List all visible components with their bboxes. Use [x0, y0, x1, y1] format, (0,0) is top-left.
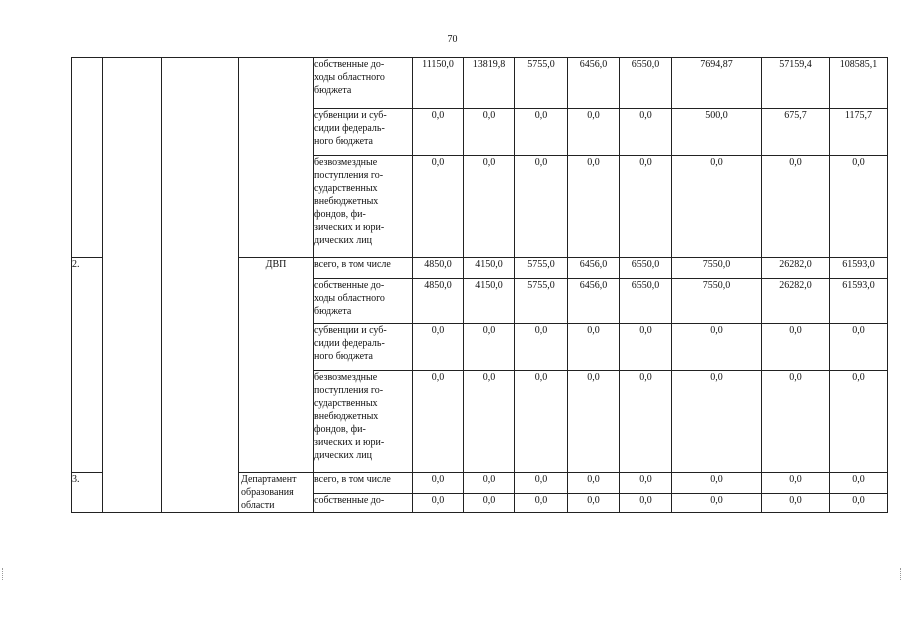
budget-table	[71, 57, 888, 513]
category-cell: всего, в том числе	[314, 473, 413, 494]
value-cell: 0,0	[568, 494, 620, 513]
category-cell: собственные до- ходы областного бюджета	[314, 279, 413, 324]
value-cell: 7550,0	[672, 258, 762, 279]
value-cell: 0,0	[672, 324, 762, 371]
value-cell: 0,0	[464, 473, 515, 494]
value-cell: 0,0	[568, 473, 620, 494]
value-cell: 5755,0	[515, 58, 568, 109]
value-cell: 0,0	[413, 109, 464, 156]
value-cell: 0,0	[515, 494, 568, 513]
value-cell: 0,0	[464, 324, 515, 371]
value-cell: 0,0	[672, 156, 762, 258]
value-cell: 6550,0	[620, 279, 672, 324]
value-cell: 0,0	[515, 109, 568, 156]
value-cell: 675,7	[762, 109, 830, 156]
value-cell: 0,0	[515, 371, 568, 473]
value-cell: 0,0	[464, 156, 515, 258]
value-cell: 0,0	[830, 494, 888, 513]
value-cell: 13819,8	[464, 58, 515, 109]
value-cell: 0,0	[568, 156, 620, 258]
value-cell: 6456,0	[568, 279, 620, 324]
value-cell: 61593,0	[830, 279, 888, 324]
value-cell: 0,0	[413, 371, 464, 473]
value-cell: 0,0	[413, 324, 464, 371]
value-cell: 61593,0	[830, 258, 888, 279]
category-cell: собственные до- ходы областного бюджета	[314, 58, 413, 109]
executor-cell	[239, 58, 314, 258]
table-row	[72, 58, 888, 109]
value-cell: 0,0	[568, 324, 620, 371]
index-cell: 3.	[72, 473, 103, 513]
value-cell: 0,0	[620, 494, 672, 513]
value-cell: 0,0	[830, 324, 888, 371]
value-cell: 1175,7	[830, 109, 888, 156]
value-cell: 7694,87	[672, 58, 762, 109]
value-cell: 0,0	[762, 324, 830, 371]
index-cell	[72, 58, 103, 258]
value-cell: 0,0	[413, 473, 464, 494]
value-cell: 0,0	[762, 371, 830, 473]
value-cell: 5755,0	[515, 258, 568, 279]
value-cell: 108585,1	[830, 58, 888, 109]
value-cell: 5755,0	[515, 279, 568, 324]
value-cell: 0,0	[568, 109, 620, 156]
value-cell: 4150,0	[464, 258, 515, 279]
value-cell: 6550,0	[620, 58, 672, 109]
value-cell: 0,0	[620, 473, 672, 494]
value-cell: 0,0	[568, 371, 620, 473]
value-cell: 0,0	[515, 473, 568, 494]
page-number: 70	[447, 34, 458, 45]
value-cell: 4850,0	[413, 279, 464, 324]
value-cell: 7550,0	[672, 279, 762, 324]
value-cell: 0,0	[464, 494, 515, 513]
value-cell: 0,0	[672, 473, 762, 494]
category-cell: всего, в том числе	[314, 258, 413, 279]
value-cell: 0,0	[620, 371, 672, 473]
value-cell: 0,0	[672, 494, 762, 513]
value-cell: 26282,0	[762, 279, 830, 324]
value-cell: 0,0	[515, 324, 568, 371]
index-cell: 2.	[72, 258, 103, 473]
value-cell: 0,0	[830, 156, 888, 258]
value-cell: 0,0	[762, 494, 830, 513]
value-cell: 26282,0	[762, 258, 830, 279]
value-cell: 57159,4	[762, 58, 830, 109]
value-cell: 4150,0	[464, 279, 515, 324]
value-cell: 0,0	[620, 324, 672, 371]
value-cell: 0,0	[672, 371, 762, 473]
value-cell: 0,0	[830, 473, 888, 494]
value-cell: 0,0	[620, 109, 672, 156]
value-cell: 0,0	[762, 156, 830, 258]
value-cell: 11150,0	[413, 58, 464, 109]
margin-mark-right	[900, 568, 904, 580]
category-cell: безвозмездные поступления го- сударственных внебюджетных фондов, фи- зических и юри- дических лиц	[314, 371, 413, 473]
value-cell: 0,0	[464, 109, 515, 156]
value-cell: 0,0	[464, 371, 515, 473]
executor-cell: ДВП	[239, 258, 314, 473]
value-cell: 0,0	[413, 156, 464, 258]
category-cell: собственные до-	[314, 494, 413, 513]
margin-mark-left	[2, 568, 6, 580]
value-cell: 4850,0	[413, 258, 464, 279]
value-cell: 6550,0	[620, 258, 672, 279]
value-cell: 0,0	[620, 156, 672, 258]
category-cell: субвенции и суб- сидии федераль- ного бюджета	[314, 109, 413, 156]
executor-cell: Департамент образования области	[239, 473, 314, 513]
value-cell: 0,0	[413, 494, 464, 513]
value-cell: 0,0	[762, 473, 830, 494]
value-cell: 0,0	[830, 371, 888, 473]
category-cell: субвенции и суб- сидии федераль- ного бюджета	[314, 324, 413, 371]
value-cell: 500,0	[672, 109, 762, 156]
period-cell	[162, 58, 239, 513]
value-cell: 0,0	[515, 156, 568, 258]
category-cell: безвозмездные поступления го- сударственных внебюджетных фондов, фи- зических и юри- дических лиц	[314, 156, 413, 258]
name-cell	[103, 58, 162, 513]
value-cell: 6456,0	[568, 58, 620, 109]
value-cell: 6456,0	[568, 258, 620, 279]
